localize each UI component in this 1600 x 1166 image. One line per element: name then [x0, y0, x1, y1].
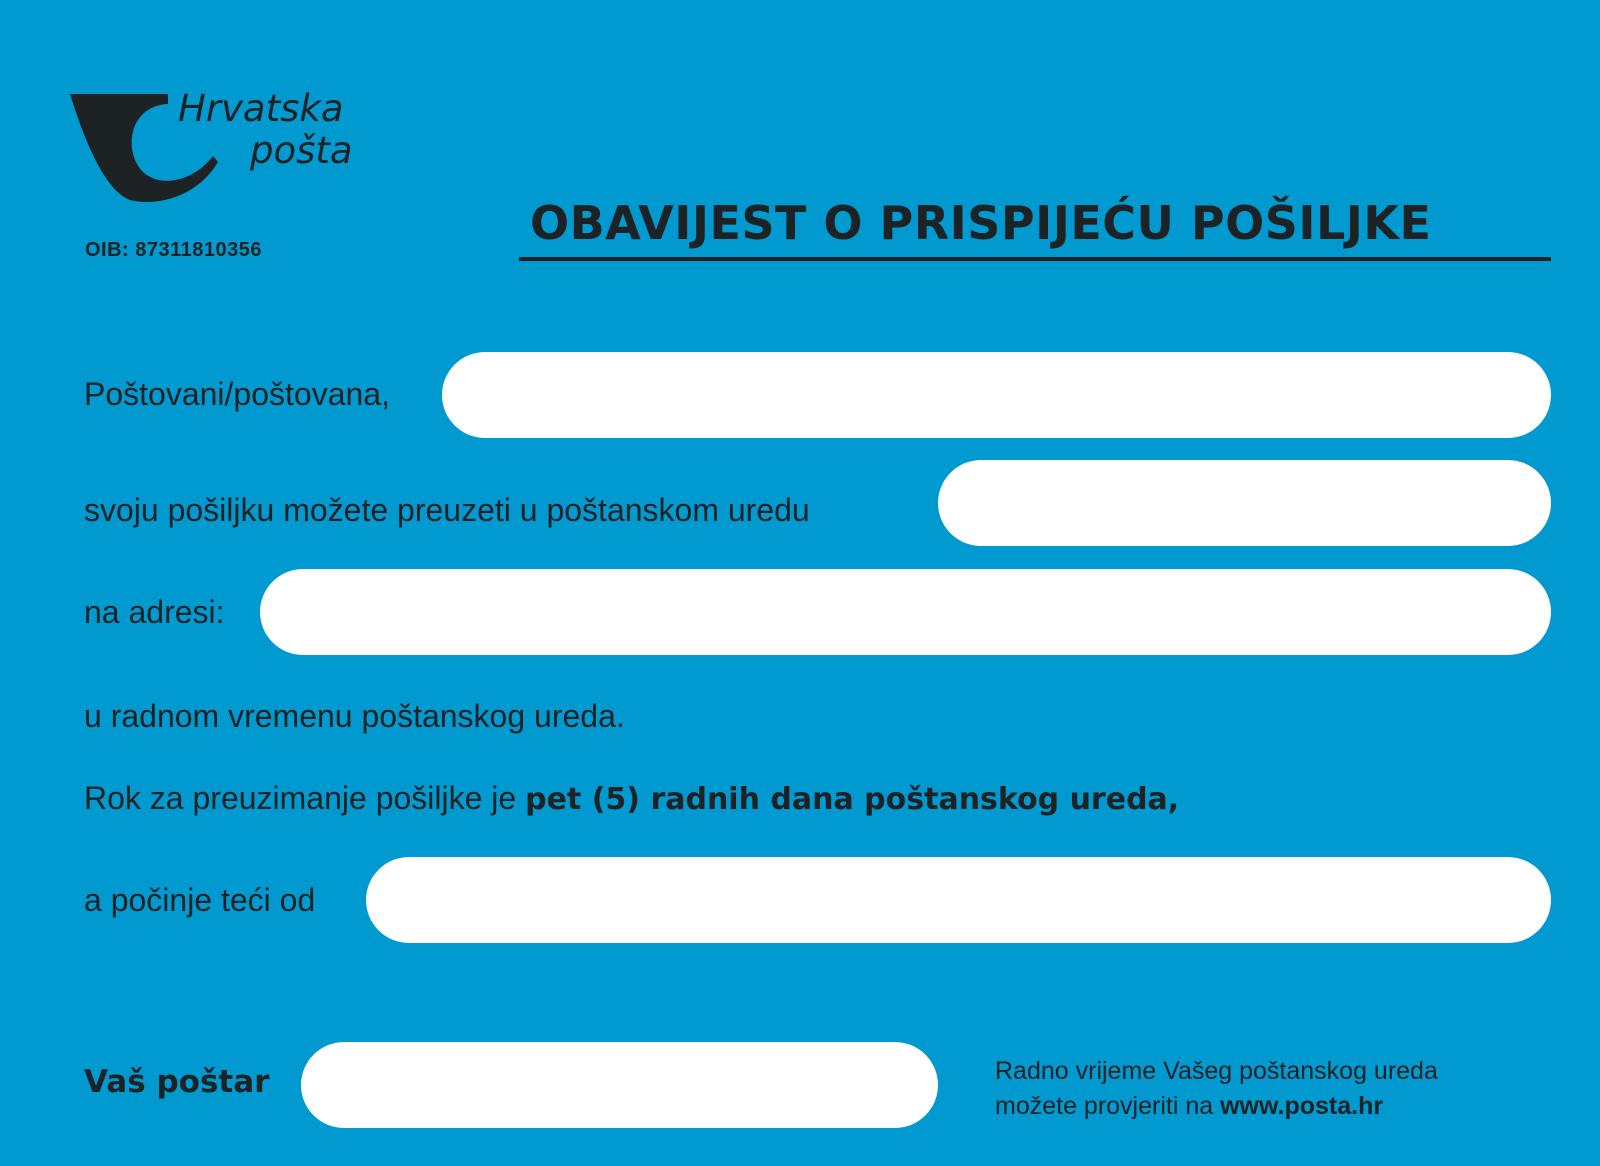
- deadline-prefix: Rok za preuzimanje pošiljke je: [84, 780, 526, 816]
- postman-label: Vaš poštar: [84, 1064, 270, 1100]
- brand-name: [178, 88, 353, 172]
- brand-line-1: Hrvatska: [178, 87, 344, 130]
- address-field[interactable]: [260, 569, 1551, 655]
- deadline-bold: pet (5) radnih dana poštanskog ureda,: [525, 782, 1180, 817]
- office-hours-line-1: Radno vrijeme Vašeg poštanskog ureda: [995, 1057, 1438, 1085]
- title-underline: [519, 257, 1551, 261]
- start-date-field[interactable]: [366, 857, 1551, 943]
- recipient-name-field[interactable]: [442, 352, 1551, 438]
- address-label: na adresi:: [84, 594, 225, 630]
- brand-line-2: pošta: [250, 129, 353, 172]
- greeting-label: Poštovani/poštovana,: [84, 376, 390, 412]
- office-hours-line-2: [995, 1089, 1438, 1124]
- website-link[interactable]: www.posta.hr: [1220, 1092, 1384, 1120]
- office-hours-info: [995, 1054, 1438, 1124]
- deadline-text: [84, 778, 1179, 820]
- office-hours-prefix: možete provjeriti na: [995, 1092, 1221, 1120]
- oib-number: OIB: 87311810356: [85, 239, 263, 261]
- post-office-field[interactable]: [938, 460, 1551, 546]
- start-date-label: a počinje teći od: [84, 882, 316, 918]
- postman-field[interactable]: [301, 1042, 938, 1128]
- pickup-office-label: svoju pošiljku možete preuzeti u poštanskom uredu: [84, 492, 810, 528]
- working-hours-text: u radnom vremenu poštanskog ureda.: [84, 698, 625, 734]
- page-title: OBAVIJEST O PRISPIJEĆU POŠILJKE: [530, 196, 1432, 250]
